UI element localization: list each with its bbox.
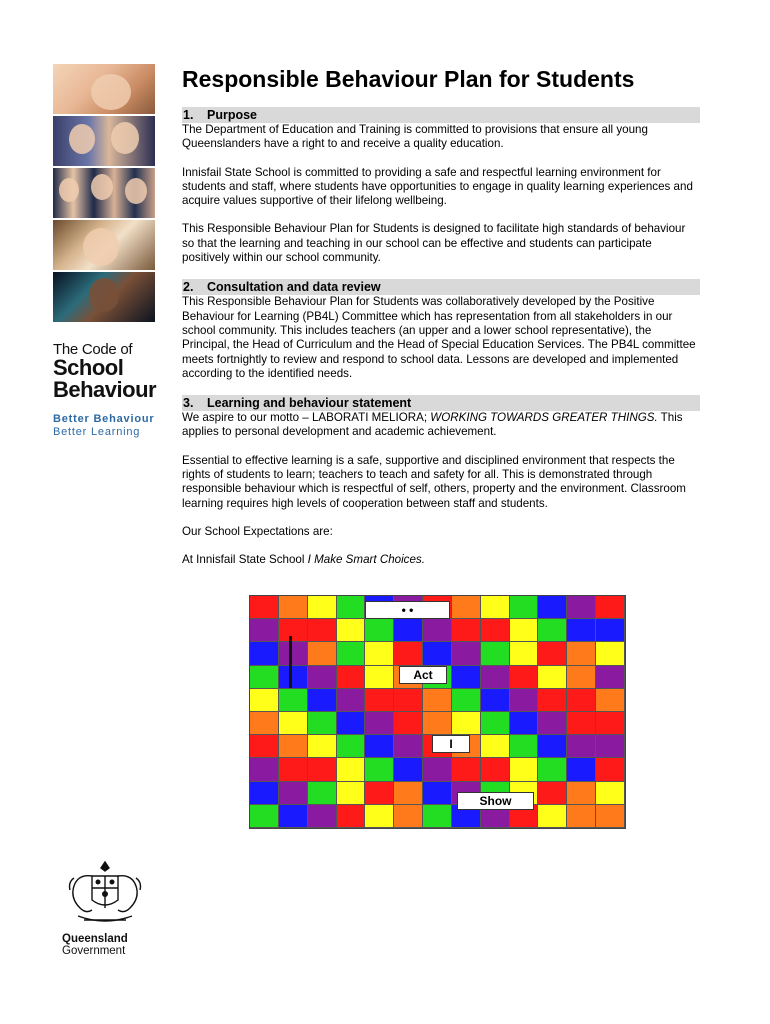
grid-cell — [538, 619, 567, 642]
grid-cell — [250, 735, 279, 758]
grid-cell — [452, 596, 481, 619]
grid-cell — [567, 689, 596, 712]
grid-cell — [567, 758, 596, 781]
grid-cell — [308, 805, 337, 828]
grid-cell — [481, 666, 510, 689]
text-cursor-mark — [289, 636, 292, 688]
grid-cell — [279, 782, 308, 805]
grid-label-1: • • — [365, 601, 450, 619]
grid-cell — [279, 712, 308, 735]
teacher-photo — [53, 220, 155, 270]
grid-cell — [423, 642, 452, 665]
grid-cell — [452, 758, 481, 781]
grid-cell — [337, 758, 366, 781]
motto-italic: WORKING TOWARDS GREATER THINGS. — [430, 411, 658, 425]
sidebar — [53, 64, 155, 439]
grid-cell — [394, 689, 423, 712]
grid-cell — [567, 666, 596, 689]
grid-cell — [365, 666, 394, 689]
school-expectations-image — [249, 595, 626, 829]
grid-cell — [337, 712, 366, 735]
grid-cell — [423, 689, 452, 712]
grid-cell — [279, 596, 308, 619]
grid-cell — [481, 642, 510, 665]
grid-cell — [538, 596, 567, 619]
logo-name: Queensland — [62, 933, 128, 945]
grid-cell — [337, 782, 366, 805]
grid-cell — [481, 596, 510, 619]
grid-cell — [538, 758, 567, 781]
document-title: Responsible Behaviour Plan for Students — [182, 66, 635, 92]
grid-cell — [452, 642, 481, 665]
grid-cell — [279, 642, 308, 665]
grid-cell — [510, 712, 539, 735]
grid-cell — [365, 805, 394, 828]
grid-cell — [394, 758, 423, 781]
students-photo-2 — [53, 116, 155, 166]
grid-cell — [337, 619, 366, 642]
color-grid — [250, 596, 625, 828]
grid-cell — [308, 712, 337, 735]
grid-cell — [365, 712, 394, 735]
grid-cell — [567, 596, 596, 619]
grid-cell — [538, 805, 567, 828]
brand-line-2: School — [53, 355, 124, 380]
grid-cell — [308, 666, 337, 689]
grid-cell — [337, 596, 366, 619]
grid-cell — [452, 666, 481, 689]
code-of-school-behaviour-logo — [53, 342, 155, 439]
grid-cell — [452, 712, 481, 735]
grid-cell — [308, 735, 337, 758]
section-heading-learning — [182, 395, 700, 411]
grid-cell — [596, 596, 625, 619]
grid-cell — [337, 805, 366, 828]
grid-cell — [308, 782, 337, 805]
brand-line-3: Behaviour — [53, 377, 157, 402]
grid-cell — [365, 642, 394, 665]
grid-cell — [596, 735, 625, 758]
grid-cell — [279, 735, 308, 758]
tagline-1: Better Behaviour — [53, 413, 155, 425]
grid-cell — [567, 712, 596, 735]
grid-cell — [510, 735, 539, 758]
grid-cell — [308, 689, 337, 712]
section-number: 1. — [183, 108, 194, 122]
logo-sub: Government — [62, 945, 126, 957]
grid-cell — [250, 666, 279, 689]
grid-cell — [596, 782, 625, 805]
grid-cell — [567, 619, 596, 642]
paragraph: Essential to effective learning is a safe, supportive and disciplined environment that respects the rights of students to learn; teachers to teach and safety for all. This is demonstrated through responsible behaviour which is respectful of self, others, property and the environment. Classroom learning requires high levels of cooperation between staff and students. — [182, 453, 686, 510]
grid-cell — [596, 689, 625, 712]
motto-suffix: This applies to personal development and academic achievement. — [182, 411, 683, 439]
brand-line-1: The Code of — [53, 341, 133, 358]
grid-cell — [510, 689, 539, 712]
grid-cell — [452, 689, 481, 712]
grid-cell — [337, 689, 366, 712]
grid-cell — [481, 689, 510, 712]
grid-cell — [452, 619, 481, 642]
grid-cell — [596, 642, 625, 665]
closing-paragraph — [182, 553, 700, 567]
grid-cell — [481, 712, 510, 735]
queensland-government-logo — [62, 858, 148, 957]
paragraph: Our School Expectations are: — [182, 524, 333, 538]
grid-cell — [250, 782, 279, 805]
grid-cell — [308, 596, 337, 619]
grid-cell — [394, 642, 423, 665]
grid-cell — [538, 642, 567, 665]
grid-cell — [510, 758, 539, 781]
grid-cell — [250, 712, 279, 735]
grid-label-4: Show — [457, 792, 534, 810]
grid-cell — [337, 735, 366, 758]
grid-cell — [337, 642, 366, 665]
grid-cell — [510, 619, 539, 642]
motto-prefix: We aspire to our motto – LABORATI MELIORA; — [182, 411, 431, 425]
grid-label-3: I — [432, 735, 470, 753]
grid-cell — [279, 619, 308, 642]
closing-italic: I Make Smart Choices. — [307, 553, 425, 567]
closing-prefix: At Innisfail State School — [182, 553, 308, 567]
paragraph: This Responsible Behaviour Plan for Students is designed to facilitate high standards of behaviour so that the learning and teaching in our school can be effective and students can participate positively within our school community. — [182, 222, 686, 265]
grid-cell — [394, 782, 423, 805]
grid-cell — [510, 666, 539, 689]
paragraph: Innisfail State School is committed to providing a safe and respectful learning environment for students and staff, where students have opportunities to engage in quality learning experiences and acquire values supportive of their lifelong wellbeing. — [182, 165, 693, 208]
grid-cell — [279, 758, 308, 781]
grid-cell — [250, 642, 279, 665]
grid-cell — [250, 805, 279, 828]
students-photo-1 — [53, 64, 155, 114]
section-title: Purpose — [207, 108, 258, 122]
student-photo-5 — [53, 272, 155, 322]
section-heading-consultation — [182, 279, 700, 295]
grid-cell — [279, 689, 308, 712]
grid-cell — [394, 805, 423, 828]
grid-cell — [423, 782, 452, 805]
grid-cell — [394, 712, 423, 735]
grid-cell — [596, 805, 625, 828]
coat-of-arms-icon — [62, 858, 148, 928]
motto-paragraph — [182, 411, 700, 440]
grid-cell — [510, 596, 539, 619]
grid-cell — [596, 712, 625, 735]
grid-cell — [596, 666, 625, 689]
grid-cell — [308, 758, 337, 781]
document-body — [182, 66, 700, 568]
grid-cell — [481, 758, 510, 781]
section-title: Consultation and data review — [207, 280, 381, 295]
section-number: 3. — [183, 396, 194, 411]
grid-cell — [538, 689, 567, 712]
grid-cell — [567, 735, 596, 758]
grid-cell — [596, 758, 625, 781]
grid-cell — [250, 689, 279, 712]
grid-cell — [279, 805, 308, 828]
grid-cell — [308, 642, 337, 665]
grid-cell — [423, 619, 452, 642]
grid-cell — [481, 735, 510, 758]
grid-cell — [567, 805, 596, 828]
paragraph: This Responsible Behaviour Plan for Students was collaboratively developed by the Positive Behaviour for Learning (PB4L) Committee which has representation from all stakeholders in our school community. This includes teachers (an upper and a lower school representative), the Principal, the Head of Curriculum and the Head of Special Education Services. The PB4L committee meets fortnightly to review and respond to school data. Lessons are developed and implemented according to the identified needs. — [182, 295, 696, 380]
grid-cell — [423, 712, 452, 735]
grid-cell — [567, 782, 596, 805]
grid-cell — [365, 619, 394, 642]
grid-cell — [423, 805, 452, 828]
grid-cell — [250, 619, 279, 642]
grid-label-2: Act — [399, 666, 447, 684]
section-number: 2. — [183, 280, 194, 295]
grid-cell — [394, 619, 423, 642]
grid-cell — [567, 642, 596, 665]
grid-cell — [538, 782, 567, 805]
grid-cell — [596, 619, 625, 642]
tagline-2: Better Learning — [53, 426, 141, 439]
grid-cell — [279, 666, 308, 689]
grid-cell — [510, 642, 539, 665]
grid-cell — [538, 712, 567, 735]
grid-cell — [250, 596, 279, 619]
grid-cell — [538, 735, 567, 758]
section-heading-purpose — [182, 107, 700, 123]
section-title: Learning and behaviour statement — [207, 396, 412, 411]
paragraph: The Department of Education and Training is committed to provisions that ensure all young Queenslanders have a right to and receive a quality education. — [182, 123, 648, 151]
grid-cell — [538, 666, 567, 689]
grid-cell — [365, 689, 394, 712]
grid-cell — [250, 758, 279, 781]
grid-cell — [337, 666, 366, 689]
grid-cell — [365, 735, 394, 758]
students-photo-3 — [53, 168, 155, 218]
grid-cell — [481, 619, 510, 642]
grid-cell — [394, 735, 423, 758]
grid-cell — [308, 619, 337, 642]
grid-cell — [423, 758, 452, 781]
grid-cell — [365, 758, 394, 781]
grid-cell — [365, 782, 394, 805]
